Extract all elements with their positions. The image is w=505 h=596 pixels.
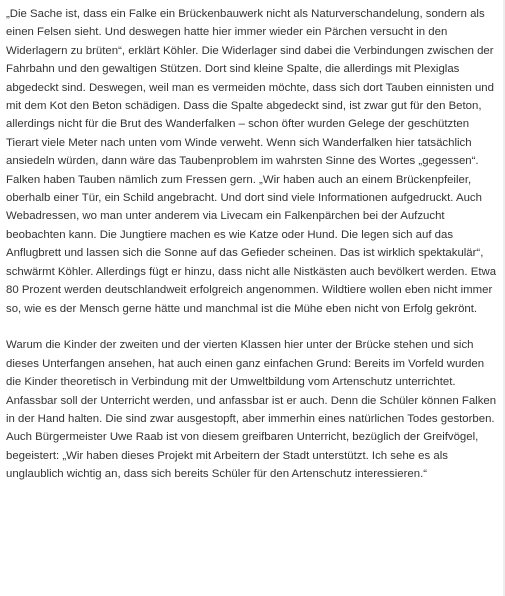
- article-paragraph-2: Warum die Kinder der zweiten und der vierten Klassen hier unter der Brücke stehen und sich dieses Unterfangen ansehen, hat auch einen ganz einfachen Grund: Bereits im Vorfeld wurden die Kinder theoretisch in Verbindung mit der Umweltbildung vom Artenschutz unterrichtet. Anfassbar soll der Unterricht werden, und anfassbar ist er auch. Denn die Schüler können Falken in der Hand halten. Die sind zwar ausgestopft, aber immerhin eines natürlichen Todes gestorben. Auch Bürgermeister Uwe Raab ist von diesem greifbaren Unterricht, bezüglich der Greifvögel, begeistert: „Wir haben dieses Projekt mit Arbeitern der Stadt unterstützt. Ich sehe es als unglaublich wichtig an, dass sich bereits Schüler für den Artenschutz interessieren.“: [6, 339, 497, 481]
- article-body: [6, 5, 501, 484]
- article-paragraph-1: „Die Sache ist, dass ein Falke ein Brückenbauwerk nicht als Naturverschandelung, sondern als einen Felsen sieht. Und deswegen hatte hier immer wieder ein Pärchen versucht in den Widerlagern zu brüten“, erklärt Köhler. Die Widerlager sind dabei die Verbindungen zwischen der Fahrbahn und den gewaltigen Stützen. Dort sind kleine Spalte, die allerdings mit Plexiglas abgedeckt sind. Deswegen, weil man es vermeiden möchte, dass sich dort Tauben einnisten und mit dem Kot den Beton schädigen. Dass die Spalte abgedeckt sind, ist zwar gut für den Beton, allerdings nicht für die Brut des Wanderfalken – schon öfter wurden Gelege der geschützten Tierart viele Meter nach unten vom Winde verweht. Wenn sich Wanderfalken hier tatsächlich ansiedeln würden, dann wäre das Taubenproblem im wahrsten Sinne des Wortes „gegessen“. Falken haben Tauben nämlich zum Fressen gern. „Wir haben auch an einem Brückenpfeiler, oberhalb einer Tür, ein Schild angebracht. Und dort sind viele Informationen aufgedruckt. Auch Webadressen, wo man unter anderem via Livecam ein Falkenpärchen bei der Aufzucht beobachten kann. Die Jungtiere machen es wie Katze oder Hund. Die legen sich auf das Anflugbrett und lassen sich die Sonne auf das Gefieder scheinen. Das ist wirklich spektakulär“, schwärmt Köhler. Allerdings fügt er hinzu, dass nicht alle Nistkästen auch bevölkert werden. Etwa 80 Prozent werden deutschlandweit erfolgreich angenommen. Wildtiere wollen eben nicht immer so, wie es der Mensch gerne hätte und manchmal ist die Mühe eben nicht von Erfolg gekrönt.: [6, 8, 497, 315]
